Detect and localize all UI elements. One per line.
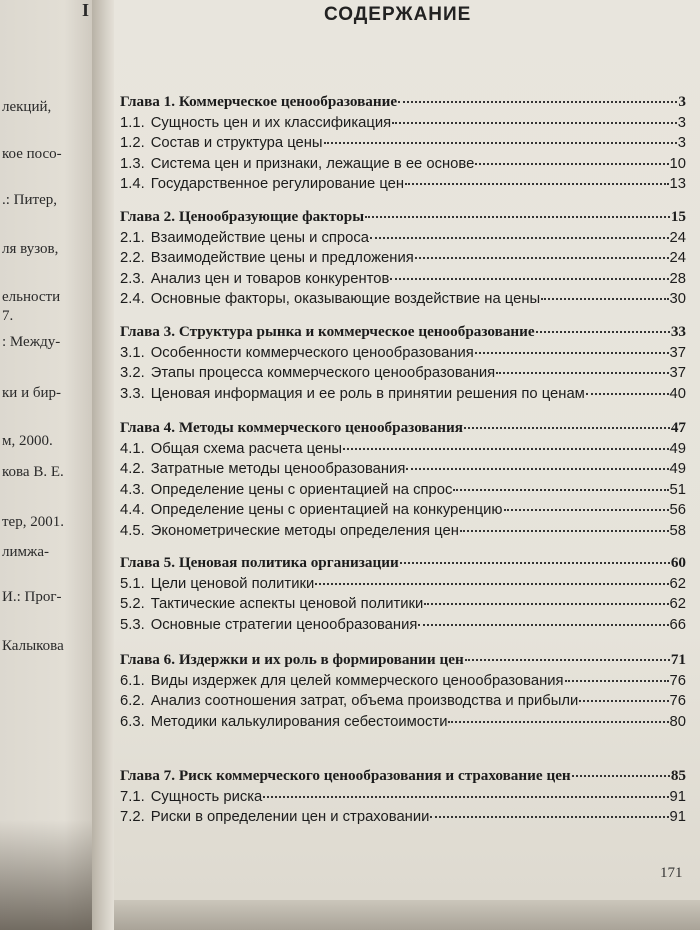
section-label	[120, 384, 585, 405]
chapter-page: 3	[678, 93, 686, 110]
chapter-entry[interactable]	[120, 418, 686, 439]
section-number: 5.3.	[120, 616, 145, 633]
chapter-entry[interactable]	[120, 322, 686, 343]
section-page: 58	[669, 522, 686, 539]
chapter-block	[120, 322, 686, 404]
dot-leader	[424, 603, 668, 605]
left-page-line: ля вузов,	[2, 241, 59, 257]
section-entry[interactable]	[120, 174, 686, 195]
section-title: Риски в определении цен и страховании	[150, 809, 430, 825]
section-title: Основные факторы, оказывающие воздействие на цены	[150, 291, 541, 307]
section-label	[120, 615, 417, 636]
section-title: Цели ценовой политики	[150, 575, 315, 592]
section-entry[interactable]	[120, 480, 686, 501]
book-gutter	[92, 0, 114, 930]
left-page-line: лекций,	[2, 99, 52, 115]
section-title: Ценовая информация и ее роль в принятии решения по ценам	[150, 385, 585, 402]
section-entry[interactable]	[120, 439, 686, 460]
dot-leader	[504, 509, 669, 511]
section-number: 2.3.	[120, 270, 145, 287]
dot-leader	[496, 372, 668, 374]
section-page: 24	[669, 250, 686, 266]
section-entry[interactable]	[120, 248, 686, 269]
section-entry[interactable]	[120, 133, 686, 154]
dot-leader	[475, 163, 668, 165]
section-entry[interactable]	[120, 459, 686, 480]
section-entry[interactable]	[120, 787, 686, 808]
section-number: 2.1.	[120, 229, 145, 246]
section-number: 1.3.	[120, 155, 145, 172]
section-title: Определение цены с ориентацией на конкуренцию	[150, 502, 503, 518]
section-page: 40	[669, 385, 686, 402]
section-number: 5.2.	[120, 596, 145, 612]
section-number: 3.2.	[120, 365, 145, 381]
section-number: 4.2.	[120, 461, 145, 477]
dot-leader	[453, 489, 668, 491]
chapter-page: 85	[670, 767, 686, 784]
section-entry[interactable]	[120, 113, 686, 134]
dot-leader	[405, 183, 668, 185]
section-page: 66	[669, 616, 686, 633]
section-page: 37	[669, 365, 686, 381]
section-title: Анализ цен и товаров конкурентов	[150, 270, 390, 287]
section-label	[120, 174, 404, 195]
contents-page	[114, 0, 700, 900]
chapter-entry[interactable]	[120, 766, 686, 787]
chapter-block	[120, 207, 686, 310]
left-page-line: И.: Прог-	[2, 589, 62, 605]
section-entry[interactable]	[120, 154, 686, 175]
chapter-page: 60	[670, 554, 686, 571]
section-page: 76	[669, 693, 686, 709]
section-number: 7.1.	[120, 788, 145, 805]
section-title: Взаимодействие цены и предложения	[150, 250, 414, 266]
page-bottom-edge	[114, 900, 700, 930]
section-label	[120, 343, 474, 364]
section-page: 62	[669, 596, 686, 612]
section-label	[120, 459, 405, 480]
chapter-title: Глава 1. Коммерческое ценообразование	[120, 93, 398, 110]
section-entry[interactable]	[120, 521, 686, 542]
section-number: 1.2.	[120, 135, 145, 151]
section-title: Основные стратегии ценообразования	[150, 616, 418, 633]
section-number: 4.1.	[120, 440, 145, 457]
section-title: Система цен и признаки, лежащие в ее основе	[150, 155, 475, 172]
chapter-entry[interactable]	[120, 553, 686, 574]
section-page: 62	[669, 575, 686, 592]
section-label	[120, 228, 369, 249]
section-page: 3	[677, 114, 686, 131]
section-title: Этапы процесса коммерческого ценообразования	[150, 365, 496, 381]
left-page-line: 7.	[2, 308, 14, 324]
section-number: 7.2.	[120, 809, 145, 825]
dot-leader	[572, 775, 670, 777]
section-title: Сущность риска	[150, 788, 263, 805]
section-label	[120, 574, 314, 595]
dot-leader	[541, 298, 668, 300]
dot-leader	[263, 796, 668, 798]
chapter-title: Глава 4. Методы коммерческого ценообразования	[120, 419, 463, 436]
left-page-line: лимжа-	[2, 544, 50, 560]
dot-leader	[315, 583, 668, 585]
section-page: 24	[669, 229, 686, 246]
section-number: 6.1.	[120, 672, 145, 689]
left-page-line: кое посо-	[2, 146, 62, 162]
section-page: 51	[669, 481, 686, 498]
dot-leader	[400, 562, 670, 564]
section-title: Состав и структура цены	[150, 135, 323, 151]
section-title: Эконометрические методы определения цен	[150, 522, 459, 539]
page-number: 171	[660, 865, 683, 881]
dot-leader	[430, 816, 668, 818]
section-title: Взаимодействие цены и спроса	[150, 229, 370, 246]
section-entry[interactable]	[120, 289, 686, 310]
section-entry[interactable]	[120, 500, 686, 521]
section-number: 6.3.	[120, 713, 145, 730]
section-label	[120, 787, 262, 808]
dot-leader	[343, 448, 669, 450]
section-title: Определение цены с ориентацией на спрос	[150, 481, 453, 498]
left-page-line: : Между-	[2, 334, 61, 350]
chapter-entry[interactable]	[120, 650, 686, 671]
section-label	[120, 480, 452, 501]
section-page: 3	[677, 135, 686, 151]
section-entry[interactable]	[120, 807, 686, 828]
section-page: 91	[669, 788, 686, 805]
section-entry[interactable]	[120, 343, 686, 364]
dot-leader	[579, 700, 668, 702]
section-label	[120, 712, 447, 733]
section-title: Виды издержек для целей коммерческого ценообразования	[150, 672, 564, 689]
section-entry[interactable]	[120, 384, 686, 405]
section-title: Государственное регулирование цен	[150, 176, 405, 192]
dot-leader	[370, 237, 669, 239]
section-page: 56	[669, 502, 686, 518]
section-page: 28	[669, 270, 686, 287]
section-number: 2.4.	[120, 291, 145, 307]
section-number: 4.3.	[120, 481, 145, 498]
dot-leader	[418, 624, 668, 626]
left-page-line: .: Питер,	[2, 192, 57, 208]
dot-leader	[324, 142, 677, 144]
section-label	[120, 439, 342, 460]
section-label	[120, 289, 540, 310]
dot-leader	[415, 257, 669, 259]
left-page-line: м, 2000.	[2, 433, 53, 449]
dot-leader	[398, 101, 677, 103]
section-entry[interactable]	[120, 712, 686, 733]
section-entry[interactable]	[120, 671, 686, 692]
dot-leader	[406, 468, 668, 470]
section-entry[interactable]	[120, 615, 686, 636]
dot-leader	[465, 659, 670, 661]
chapter-entry[interactable]	[120, 92, 686, 113]
section-label	[120, 500, 503, 521]
chapter-page: 71	[670, 651, 686, 668]
section-page: 76	[669, 672, 686, 689]
dot-leader	[390, 278, 668, 280]
section-entry[interactable]	[120, 691, 686, 712]
section-number: 1.1.	[120, 114, 145, 131]
section-entry[interactable]	[120, 228, 686, 249]
section-title: Затратные методы ценообразования	[150, 461, 406, 477]
dot-leader	[460, 530, 669, 532]
chapter-title: Глава 2. Ценообразующие факторы	[120, 208, 365, 225]
left-page-line: ки и бир-	[2, 385, 61, 401]
section-title: Особенности коммерческого ценообразования	[150, 344, 474, 361]
section-label	[120, 269, 389, 290]
chapter-title: Глава 6. Издержки и их роль в формировании цен	[120, 651, 464, 668]
chapter-title: Глава 5. Ценовая политика организации	[120, 554, 399, 571]
section-title: Анализ соотношения затрат, объема производства и прибыли	[150, 693, 579, 709]
chapter-title: Глава 7. Риск коммерческого ценообразования и страхование цен	[120, 767, 571, 784]
chapter-block	[120, 92, 686, 195]
section-number: 4.5.	[120, 522, 145, 539]
section-entry[interactable]	[120, 594, 686, 615]
dot-leader	[392, 122, 677, 124]
section-label	[120, 807, 429, 828]
chapter-entry[interactable]	[120, 207, 686, 228]
section-page: 30	[669, 291, 686, 307]
section-number: 6.2.	[120, 693, 145, 709]
section-number: 3.3.	[120, 385, 145, 402]
section-entry[interactable]	[120, 363, 686, 384]
chapter-page: 15	[670, 208, 686, 225]
section-label	[120, 248, 414, 269]
dot-leader	[464, 427, 670, 429]
left-page-line: тер, 2001.	[2, 514, 64, 530]
section-entry[interactable]	[120, 574, 686, 595]
chapter-block	[120, 418, 686, 541]
section-number: 2.2.	[120, 250, 145, 266]
section-label	[120, 671, 564, 692]
left-page-line: кова В. Е.	[2, 464, 64, 480]
chapter-title: Глава 3. Структура рынка и коммерческое ценообразование	[120, 323, 535, 340]
dot-leader	[448, 721, 668, 723]
section-page: 80	[669, 713, 686, 730]
chapter-block	[120, 650, 686, 732]
chapter-page: 47	[670, 419, 686, 436]
section-title: Тактические аспекты ценовой политики	[150, 596, 424, 612]
section-number: 1.4.	[120, 176, 145, 192]
section-label	[120, 363, 495, 384]
chapter-page: 33	[670, 323, 686, 340]
left-page	[0, 0, 92, 930]
section-page: 49	[669, 461, 686, 477]
chapter-block	[120, 766, 686, 828]
section-page: 10	[669, 155, 686, 172]
dot-leader	[565, 680, 669, 682]
page-title: СОДЕРЖАНИЕ	[324, 4, 472, 25]
section-number: 4.4.	[120, 502, 145, 518]
section-title: Общая схема расчета цены	[150, 440, 343, 457]
section-label	[120, 113, 391, 134]
section-title: Сущность цен и их классификация	[150, 114, 392, 131]
section-page: 49	[669, 440, 686, 457]
dot-leader	[365, 216, 670, 218]
left-page-line: I	[82, 0, 90, 20]
section-title: Методики калькулирования себестоимости	[150, 713, 448, 730]
dot-leader	[586, 393, 669, 395]
section-number: 3.1.	[120, 344, 145, 361]
section-label	[120, 133, 323, 154]
section-label	[120, 691, 578, 712]
section-page: 91	[669, 809, 686, 825]
section-label	[120, 594, 423, 615]
section-entry[interactable]	[120, 269, 686, 290]
section-label	[120, 521, 459, 542]
section-page: 37	[669, 344, 686, 361]
section-label	[120, 154, 474, 175]
chapter-block	[120, 553, 686, 635]
dot-leader	[536, 331, 670, 333]
left-page-line: ельности	[2, 289, 61, 305]
dot-leader	[475, 352, 669, 354]
section-number: 5.1.	[120, 575, 145, 592]
section-page: 13	[669, 176, 686, 192]
left-page-line: Калыкова	[2, 638, 64, 654]
